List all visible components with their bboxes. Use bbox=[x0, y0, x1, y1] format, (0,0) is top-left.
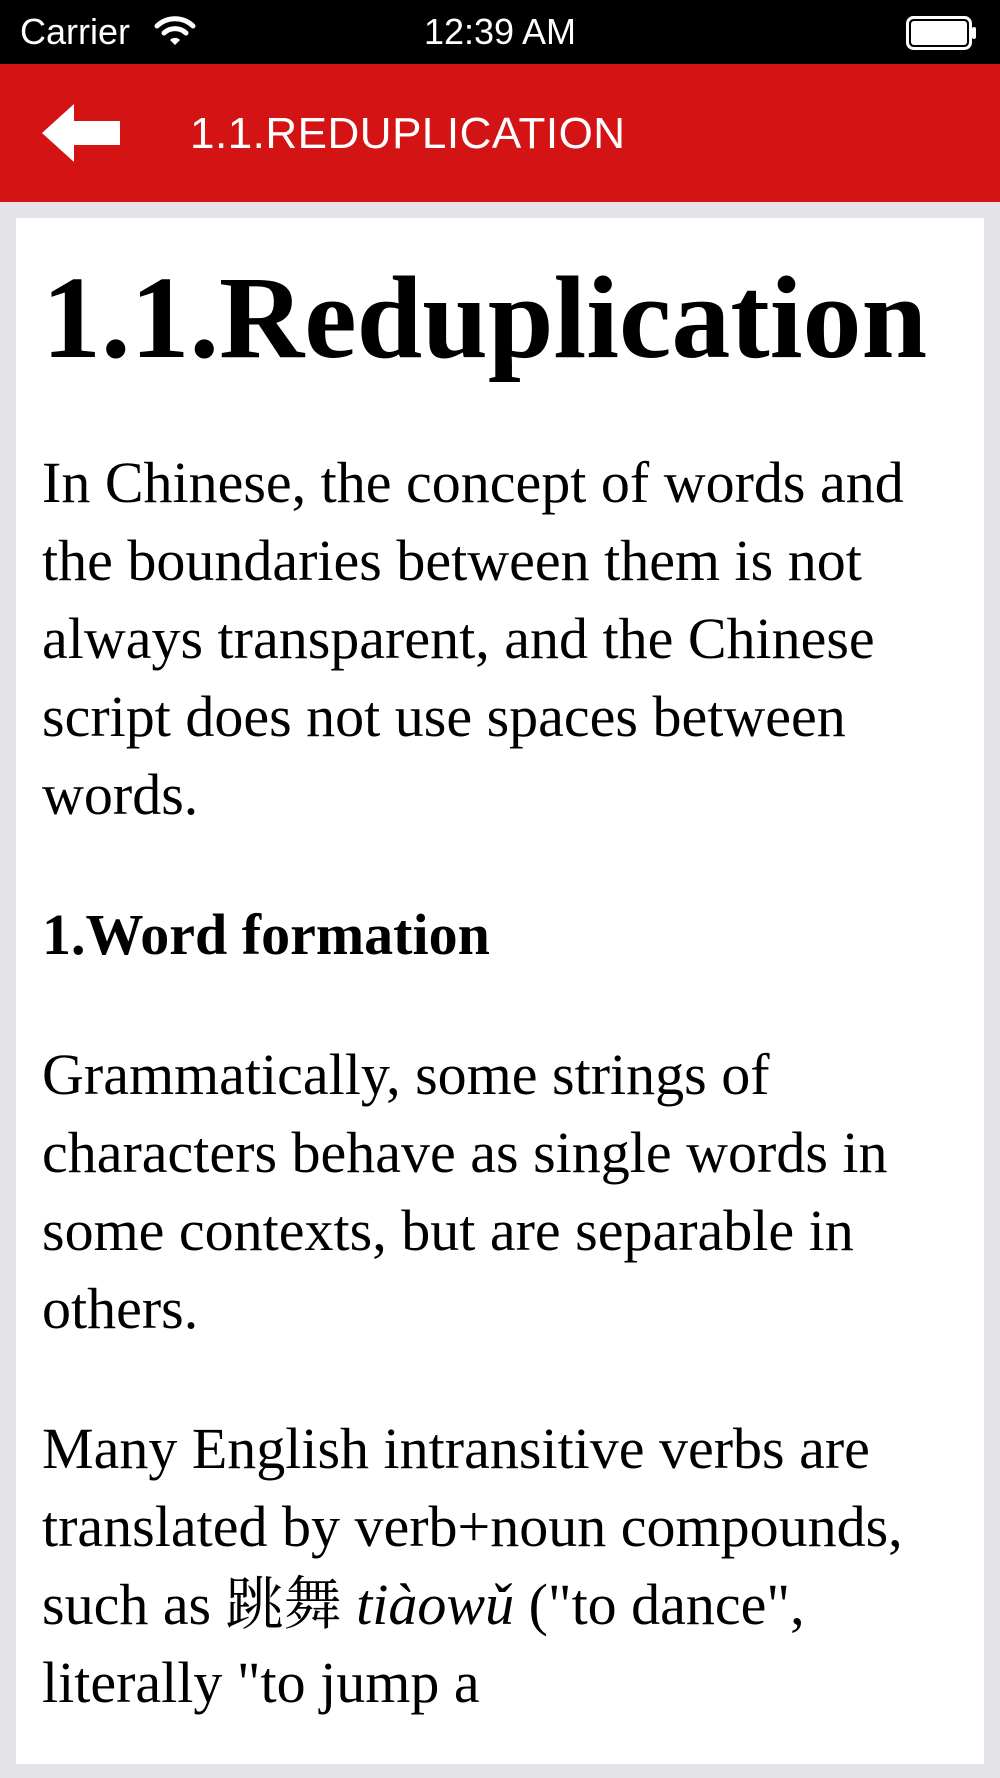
article-body bbox=[42, 218, 982, 1722]
article-content[interactable] bbox=[16, 218, 984, 1764]
paragraph-text-start: Many English intransitive verbs are translated by verb+noun compounds, such as bbox=[42, 1416, 903, 1637]
article-heading: 1.1.Reduplication bbox=[42, 252, 928, 383]
hanzi-term: 跳舞 bbox=[225, 1572, 342, 1637]
navigation-bar bbox=[0, 64, 1000, 202]
status-time: 12:39 AM bbox=[423, 11, 577, 52]
section-heading-word-formation: 1.Word formation bbox=[42, 902, 490, 967]
pinyin-term: tiàowǔ bbox=[356, 1572, 515, 1637]
status-bar bbox=[0, 0, 1000, 64]
paragraph-grammatically: Grammatically, some strings of characters behave as single words in some contexts, but are separable in others. bbox=[42, 1042, 888, 1341]
paragraph-verb-noun-compounds bbox=[42, 1410, 982, 1722]
carrier-label: Carrier bbox=[20, 11, 131, 52]
nav-title: 1.1.REDUPLICATION bbox=[190, 109, 626, 158]
back-button[interactable] bbox=[40, 96, 130, 170]
bottom-edge bbox=[0, 1764, 1000, 1778]
paragraph-text-end: ("to dance", literally "to jump a bbox=[42, 1572, 805, 1715]
back-arrow-icon bbox=[40, 157, 124, 174]
battery-icon bbox=[906, 16, 978, 50]
paragraph-intro: In Chinese, the concept of words and the boundaries between them is not always transparent, and the Chinese script does not use spaces between words. bbox=[42, 450, 904, 827]
